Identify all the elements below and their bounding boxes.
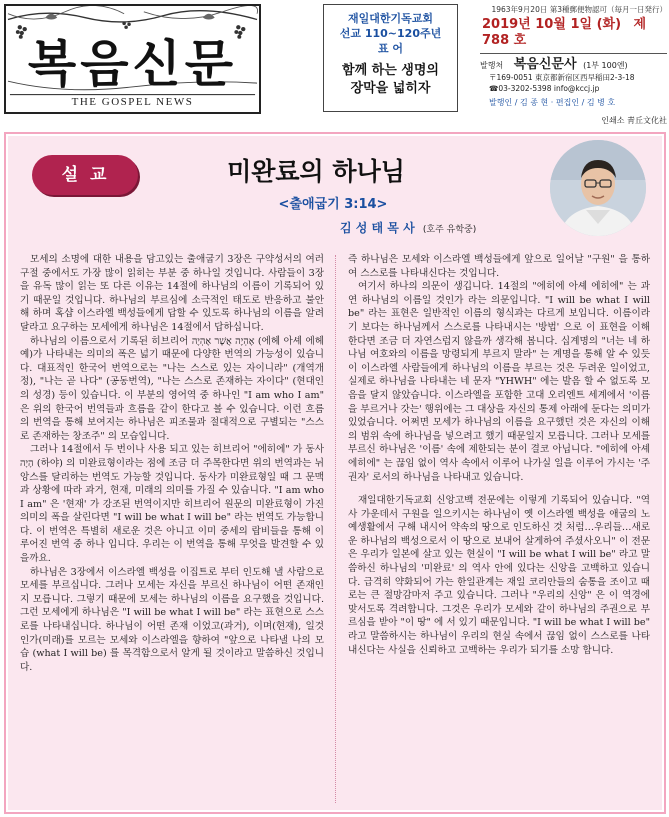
column-divider <box>335 255 336 803</box>
paragraph: 하나님의 이름으로서 기록된 히브리어 אֶהְיֶה אֲשֶׁר אֶהְיֶה (에헤 아셰 에헤예)가 나타내는 의미의 폭은 넓기 때문에 다양한 번역의 가능성이 있습니다. 대표적인 한국어 번역으로는 "나는 스스로 있는 자이니라" (개역개정), "나는 곧 나다" (공동번역), "나는 스스로 존재하는 자이다" (현대인의 성경) 등이 있습니다. 이 부분의 영어역 중 하나인 "I am who I am" 은 위의 한국어 번역들과 흐름을 같이 한다고 볼 수 있습니다. 이런 흐름의 번역을 통해 보여지는 하나님은 피조물과 절대적으로 구별되는 "스스로 존재하는 창조주" 의 모습입니다. <box>20 335 324 442</box>
issue-date: 2019년 10월 1일 (화) <box>482 17 622 32</box>
paragraph: 모세의 소명에 대한 내용을 담고있는 출애굽기 3장은 구약성서의 여러 구절 중에서도 가장 많이 읽히는 부분 중 하나일 것입니다. 사람들이 3장을 유독 많이 읽는 또 다른 이유는 14절에 하나님의 이름이 기록되어 있기 때문일 것입니다. 하나님의 부르심에 소극적인 태도로 반응하고 불안해 하며 혹샵 이스라엘 백성들에게 답할 수 있도록 하나님의 이름을 알려달라고 요구하는 모세에게 하나님은 14절에서 답하십니다. <box>20 254 324 333</box>
masthead-logo <box>4 4 261 114</box>
issue-info <box>462 0 667 127</box>
staff-names: 발행인 / 김 종 현 · 편집인 / 김 병 호 <box>489 98 616 107</box>
author-church: (호주 유학중) <box>422 225 477 235</box>
registration-note: 1963年9月20日 第3種郵便物認可（毎月一日発行） <box>491 5 667 14</box>
publisher-name: 복음신문사 <box>513 57 577 72</box>
publisher-label: 발행처 <box>480 61 504 70</box>
article-column-right <box>348 253 650 657</box>
logo-title: 복음신문 <box>27 35 238 93</box>
author-name: 김 성 태 목 사 <box>340 221 415 235</box>
section-badge: 설교 <box>32 155 138 195</box>
issue-date-line <box>462 17 667 49</box>
anniversary-box <box>323 4 458 112</box>
slogan-line-2: 장막을 넓히자 <box>350 81 431 96</box>
paragraph: 즉 하나님은 모세와 이스라엘 백성들에게 앞으로 일어날 "구원" 을 통하여 스스로를 나타내신다는 것입니다. <box>348 254 650 279</box>
logo-subtitle: THE GOSPEL NEWS <box>71 96 194 108</box>
info-divider <box>480 53 667 54</box>
paragraph: 재일대한기독교회 신앙고백 전문에는 이렇게 기록되어 있습니다. "역사 가운데서 구원을 일으키시는 하나님이 옛 이스라엘 백성을 애굽의 노예생활에서 구해 내시어 약속의 땅으로 인도하신 것 처럼…우리들…새로운 하나님의 백성으로서 이 땅으로 보내어 살게하여 주셨사오니" 이 전문은 우리가 일본에 살고 있는 현실이 "I will be what I will be" 라고 말씀하신 하나님의 '미완료' 의 역사 안에 있다는 신앙을 고백하고 있습니다. 급격히 약화되어 가는 한일관계는 재일 코리안들의 숨통을 조이고 때로는 큰 절망감마저 주고 있습니다. 그러나 "우리의 신앙" 은 이 역경에 맞서도록 격려합니다. 그것은 우리가 모세와 같이 하나님의 주권으로 부르심을 받아 "이 땅" 에 서 있기 때문입니다. "I will be what I will be" 라고 말씀하시는 하나님이 우리의 현실 속에서 끊임 없이 스스로를 나타내신다는 사실을 신뢰하고 고백하는 우리가 되기를 소망 합니다. <box>348 495 650 656</box>
printer: 인쇄소 靑丘文化社 <box>601 116 667 125</box>
anniversary-years: 선교 110~120주년 <box>339 27 442 40</box>
price: (1부 100엔) <box>583 61 628 70</box>
publisher-address: 〒169-0051 東京都新宿区西早稲田2-3-18 <box>489 73 635 82</box>
paragraph: 여기서 하나의 의문이 생깁니다. 14절의 "에히에 아셰 에히에" 는 과연 하나님의 이름일 것인가 라는 의문입니다. "I will be what I will be" 라는 표현은 일반적인 이름의 형식과는 다르게 보입니다. 이름이라기 보다는 하나님께서 스스로를 나타내시는 '방법' 으로 이 표현을 이해 한다면 조금 더 자연스럽지 않을까 생각해 봅니다. 십계명의 "너는 네 하나님 여호와의 이름을 망령되게 부르지 말라" 는 계명을 통해 알 수 있듯이 이스라엘 사람들에게 하나님의 이름을 부르는 것은 두려운 일이었고, 실제로 하나님을 나타내는 네 문자 "YHWH" 에는 발음 할 수 없도록 모음을 달지 않았습니다. 이스라엘을 포함한 고대 오리엔트 세계에서 '이름을 부르거나 갓는' 행위에는 그 대상을 자신의 통제 아래에 둔다는 의미가 있었습니다. 어쩌면 모세가 하나님의 이름을 요구했던 것은 자신의 이해의 범위 속에 하나님을 넣으려고 했기 때문일지 모릅니다. 그러나 모세를 부르신 하나님은 '이름' 속에 제한되는 분이 결코 아닙니다. "에히에 아셰 에히에" 는 끊임 없이 역사 속에서 이루어 나가실 일을 이루어 가시는 '주권자' 로서의 하나님을 나타내고 있습니다. <box>348 281 650 483</box>
slogan-line-1: 함께 하는 생명의 <box>342 63 439 78</box>
publisher-line <box>462 58 667 72</box>
issue-number: 제 788 호 <box>482 17 647 48</box>
person-portrait-icon <box>550 140 646 236</box>
author-line <box>340 219 550 236</box>
paragraph: 그러나 14절에서 두 번이나 사용 되고 있는 히브리어 "에히에" 가 동사 הָיָה (하야) 의 미완료형이라는 점에 조금 더 주목한다면 위의 번역과는 뉘앙스를 달리하는 번역도 가능할 것입니다. 동사가 미완료형일 때 그 문맥과 상황에 따라 과거, 현재, 미래의 의미를 가질 수 있습니다. "I am who I am" 은 '현재' 가 강조된 번역이지만 히브리어 원문의 미완료형이 가진 의미의 폭을 살린다면 "I will be what I will be" 라는 번역도 가능합니다. 이 번역은 특별히 새로운 것은 아니고 이미 중세의 랍비들을 통해 이루어진 번역 중 하나 입니다. 우리는 이 번역을 통해 무엇을 발견할 수 있을까요. <box>20 444 324 565</box>
author-photo <box>550 140 646 236</box>
scripture-reference: <출애굽기 3:14> <box>278 197 388 212</box>
article-column-left <box>20 253 324 674</box>
anniversary-label: 표 어 <box>377 42 404 55</box>
publisher-contact: ☎03-3202-5398 info@kccj.jp <box>489 84 600 93</box>
anniversary-org: 재일대한기독교회 <box>347 12 433 25</box>
article-title: 미완료의 하나님 <box>227 157 405 186</box>
paragraph: 하나님은 3장에서 이스라엘 백성을 이집트로 부터 인도해 낼 사람으로 모세를 부르십니다. 그러나 모세는 자신을 부르신 하나님이 어떤 존재인지 모릅니다. 그렇기 때문에 모세는 하나님의 이름을 요구했을 것입니다. 그런 모세에게 하나님은 "I will be what I will be" 라는 표현으로 스스로를 나타내십니다. 하나님이 어떤 존재 이었고(과거), 이며(현재), 일것인가(미래)를 모르는 모세와 이스라엘을 향하여 "앞으로 나타낼 나의 모습 (what I will be) 를 목격함으로서 알게 될 것이라고 말씀하신 것입니다. <box>20 566 324 673</box>
